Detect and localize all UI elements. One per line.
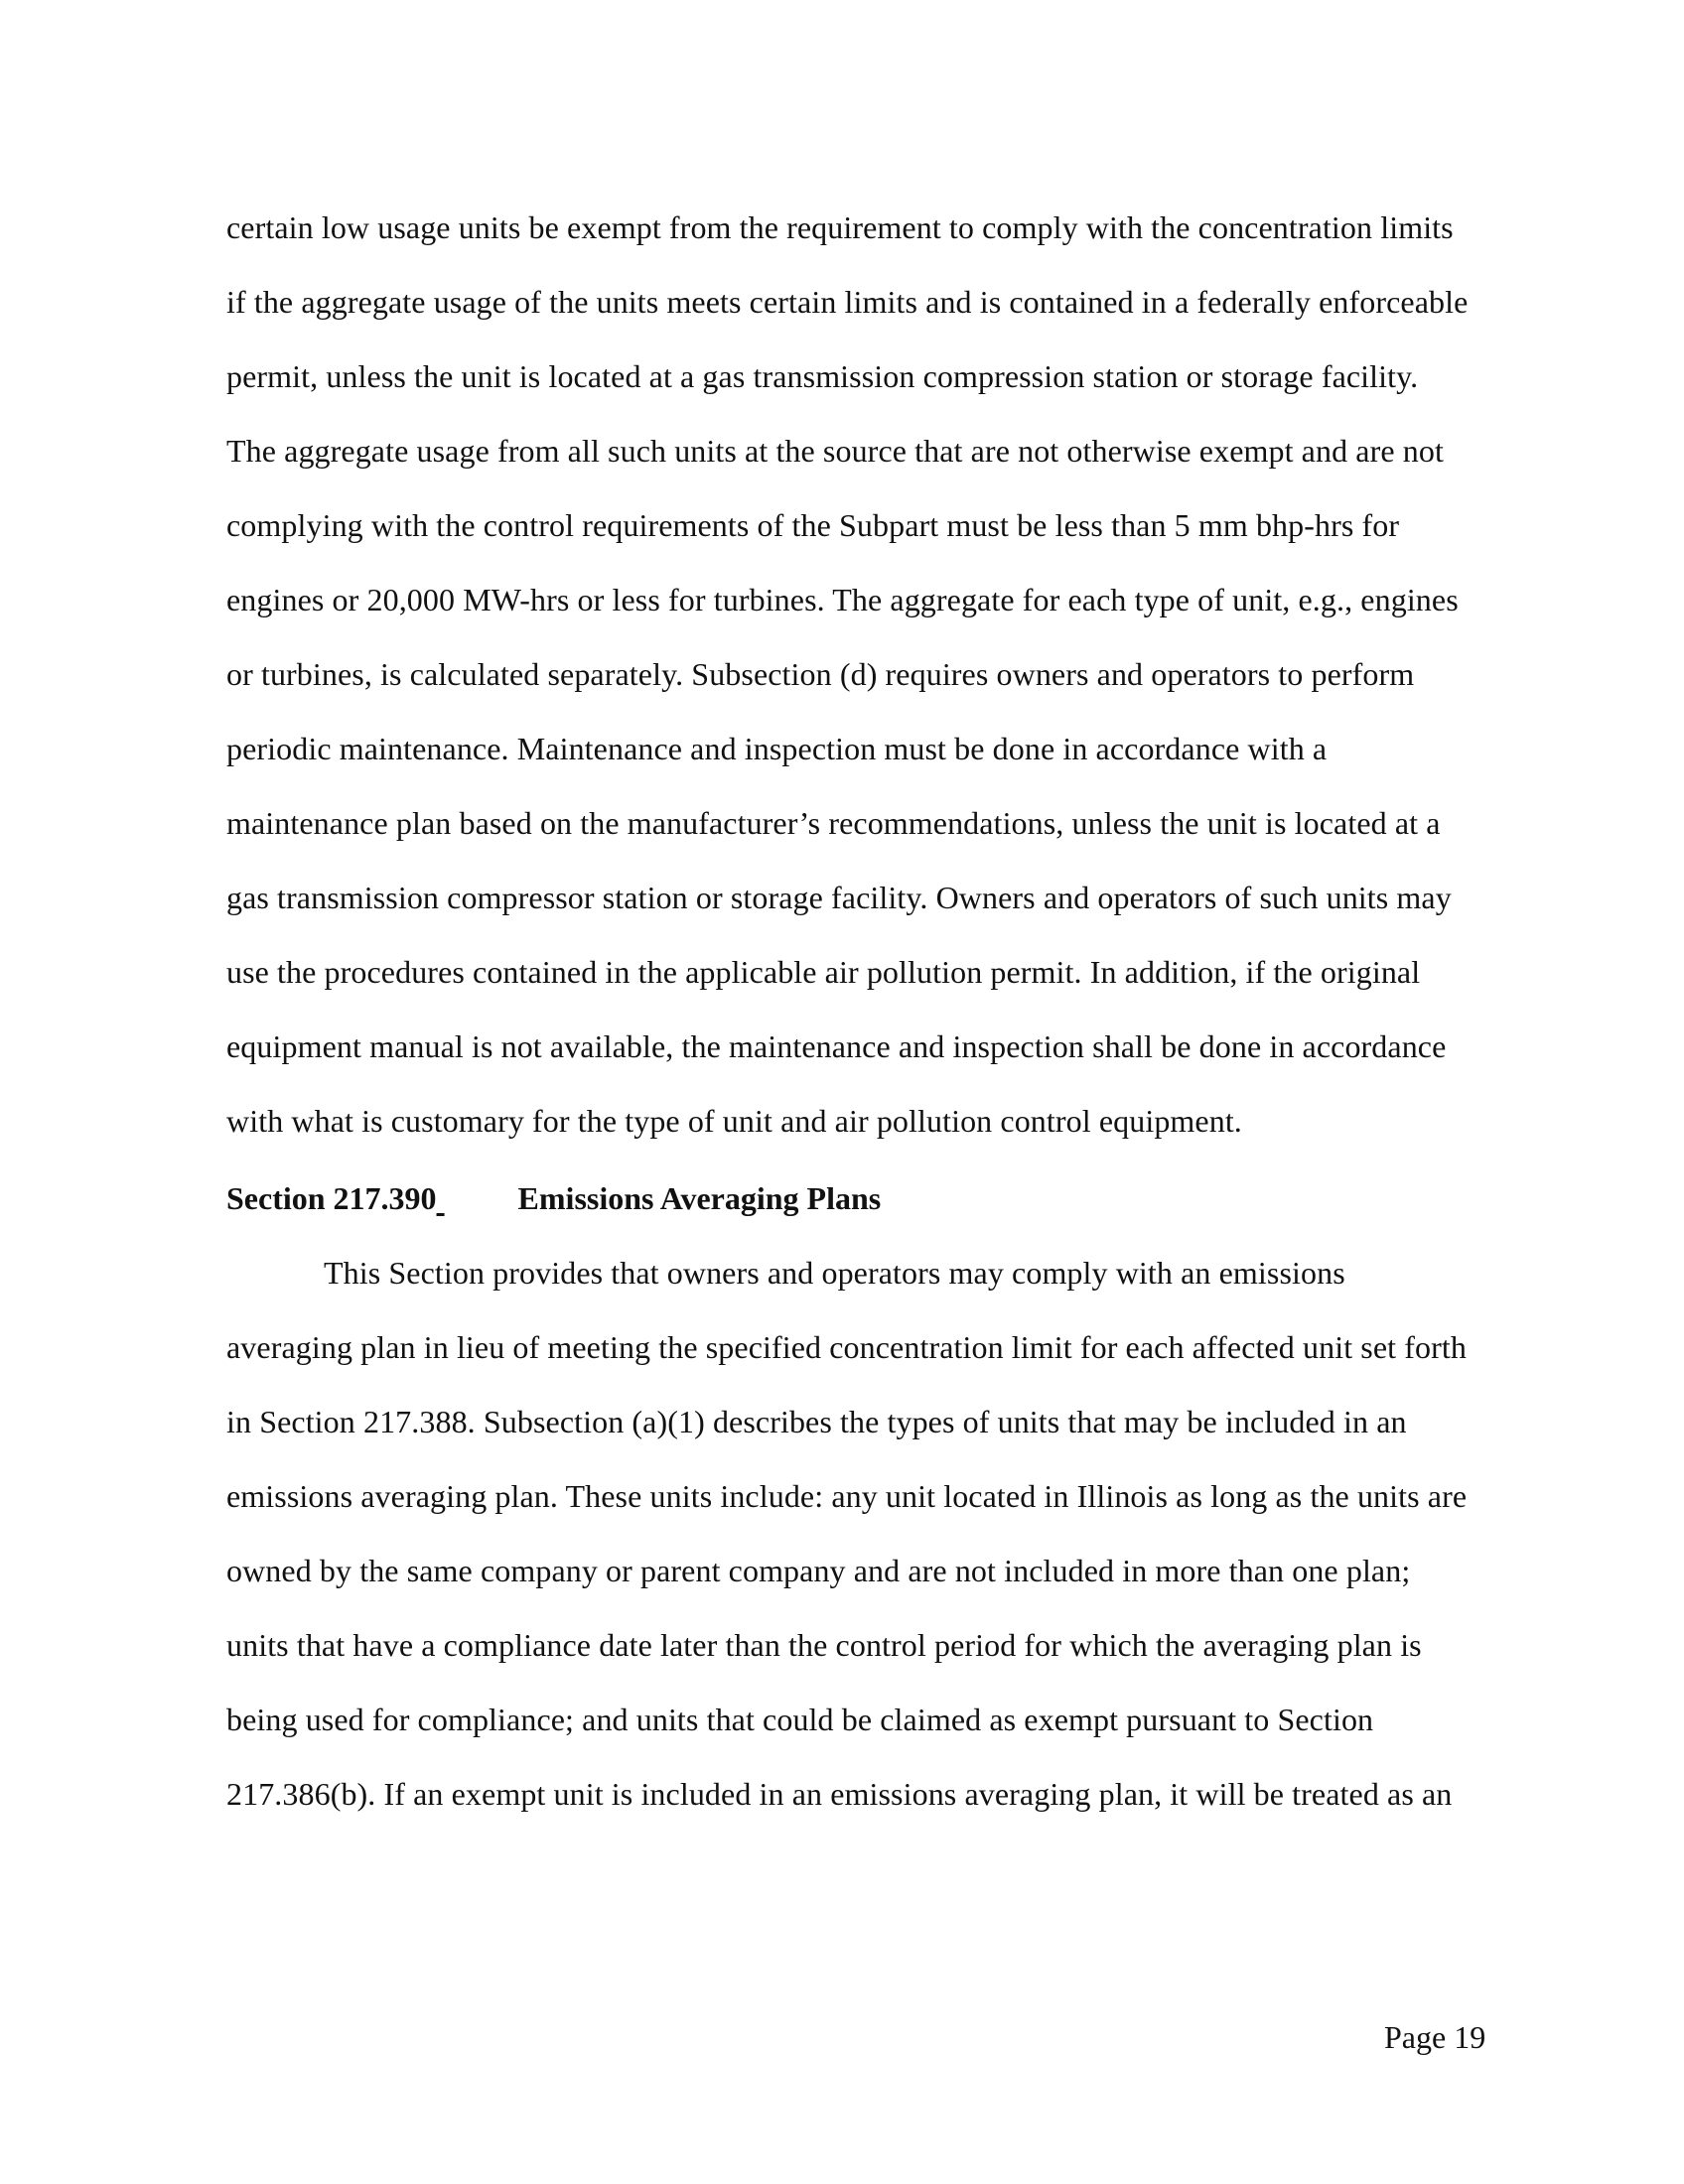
text-line: with what is customary for the type of unit and air pollution control equipment. <box>226 1103 1242 1139</box>
text-line: This Section provides that owners and operators may comply with an emissions <box>324 1255 1345 1291</box>
text-line: complying with the control requirements of the Subpart must be less than 5 mm bhp-hrs for <box>226 507 1400 543</box>
text-line: use the procedures contained in the applicable air pollution permit. In addition, if the original <box>226 954 1421 990</box>
text-line: The aggregate usage from all such units at the source that are not otherwise exempt and are not <box>226 433 1444 469</box>
section-heading <box>226 1178 881 1218</box>
text-line: being used for compliance; and units that could be claimed as exempt pursuant to Section <box>226 1702 1374 1737</box>
text-line: or turbines, is calculated separately. Subsection (d) requires owners and operators to perform <box>226 656 1415 692</box>
text-line: engines or 20,000 MW-hrs or less for turbines. The aggregate for each type of unit, e.g., engines <box>226 582 1459 617</box>
text-line: emissions averaging plan. These units include: any unit located in Illinois as long as the units are <box>226 1478 1468 1514</box>
text-line: if the aggregate usage of the units meets certain limits and is contained in a federally enforceable <box>226 284 1469 320</box>
page-number: Page 19 <box>1384 2019 1486 2055</box>
text-line: owned by the same company or parent company and are not included in more than one plan; <box>226 1553 1411 1588</box>
text-line: units that have a compliance date later than the control period for which the averaging plan is <box>226 1627 1422 1663</box>
heading-spacer <box>437 1178 518 1218</box>
text-line: periodic maintenance. Maintenance and inspection must be done in accordance with a <box>226 731 1328 766</box>
section-number: Section 217.390 <box>226 1180 437 1216</box>
text-line: equipment manual is not available, the maintenance and inspection shall be done in accordance <box>226 1028 1447 1064</box>
text-line: 217.386(b). If an exempt unit is included in an emissions averaging plan, it will be treated as an <box>226 1776 1453 1812</box>
text-line: gas transmission compressor station or storage facility. Owners and operators of such units may <box>226 880 1452 915</box>
text-line: in Section 217.388. Subsection (a)(1) describes the types of units that may be included in an <box>226 1404 1407 1439</box>
text-line: averaging plan in lieu of meeting the specified concentration limit for each affected unit set forth <box>226 1329 1467 1365</box>
section-title: Emissions Averaging Plans <box>517 1180 882 1216</box>
text-line: maintenance plan based on the manufacturer’s recommendations, unless the unit is located at a <box>226 805 1441 841</box>
text-line: certain low usage units be exempt from the requirement to comply with the concentration limits <box>226 209 1454 245</box>
text-line: permit, unless the unit is located at a gas transmission compression station or storage facility. <box>226 358 1419 394</box>
